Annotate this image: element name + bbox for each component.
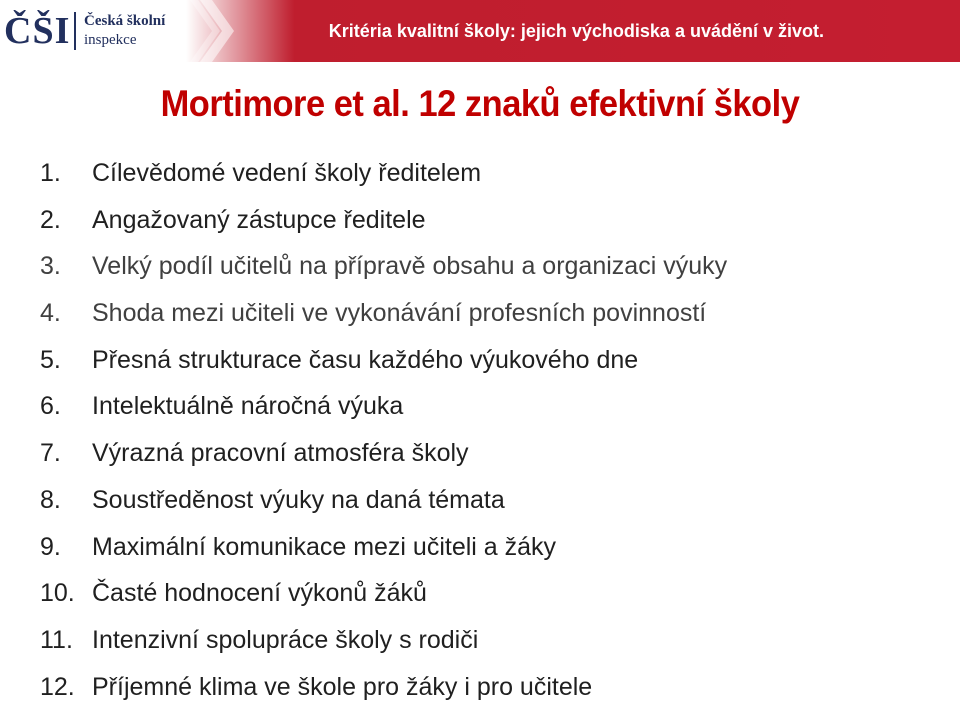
list-item — [40, 617, 940, 664]
list-item-number: 4. — [40, 299, 61, 328]
list-item-number: 10. — [40, 579, 75, 608]
logo-name — [84, 12, 184, 50]
list-item — [40, 243, 940, 290]
slide-header — [0, 0, 960, 64]
logo-line-1: Česká školní — [84, 13, 166, 29]
csi-logo — [4, 6, 174, 56]
list-item-number: 12. — [40, 672, 75, 701]
list-item-number: 1. — [40, 159, 61, 187]
list-item-text: Přesná strukturace času každého výukového dne — [92, 345, 639, 374]
list-item-number: 3. — [40, 252, 61, 281]
slide-title: Mortimore et al. 12 znaků efektivní školy — [160, 83, 800, 124]
list-item-number: 8. — [40, 485, 61, 514]
list-item — [40, 150, 940, 197]
list-item-number: 11. — [40, 625, 73, 654]
header-banner — [186, 0, 960, 62]
list-item-text: Intenzivní spolupráce školy s rodiči — [92, 625, 479, 654]
list-item — [40, 477, 940, 524]
list-item — [40, 290, 940, 337]
list-item — [40, 197, 940, 244]
list-item-text: Shoda mezi učiteli ve vykonávání profesních povinností — [92, 299, 707, 328]
efficiency-signs-list — [40, 150, 940, 710]
list-item-number: 5. — [40, 345, 61, 374]
list-item-number: 7. — [40, 439, 61, 468]
list-item-text: Časté hodnocení výkonů žáků — [92, 579, 427, 608]
logo-line-2: inspekce — [84, 32, 137, 48]
list-item-number: 2. — [40, 205, 61, 234]
list-item-text: Velký podíl učitelů na přípravě obsahu a organizaci výuky — [92, 252, 728, 281]
chevron-decoration-icon — [190, 0, 224, 62]
list-item — [40, 524, 940, 571]
logo-mark: ČŠI — [4, 10, 71, 52]
list-item — [40, 430, 940, 477]
list-item — [40, 664, 940, 710]
list-item — [40, 570, 940, 617]
list-item-text: Maximální komunikace mezi učiteli a žáky — [92, 532, 557, 561]
list-item-number: 6. — [40, 392, 61, 421]
list-item — [40, 337, 940, 384]
list-item-text: Soustředěnost výuky na daná témata — [92, 485, 505, 514]
list-item-text: Výrazná pracovní atmosféra školy — [92, 439, 469, 468]
list-item-text: Angažovaný zástupce ředitele — [92, 205, 426, 234]
list-item-text: Cílevědomé vedení školy ředitelem — [92, 159, 482, 187]
list-item-text: Intelektuálně náročná výuka — [92, 392, 404, 421]
list-item-number: 9. — [40, 532, 61, 561]
logo-divider — [74, 12, 76, 50]
presentation-title: Kritéria kvalitní školy: jejich východiska a uvádění v život. — [328, 21, 824, 41]
list-item — [40, 383, 940, 430]
list-item-text: Příjemné klima ve škole pro žáky i pro učitele — [92, 672, 593, 701]
